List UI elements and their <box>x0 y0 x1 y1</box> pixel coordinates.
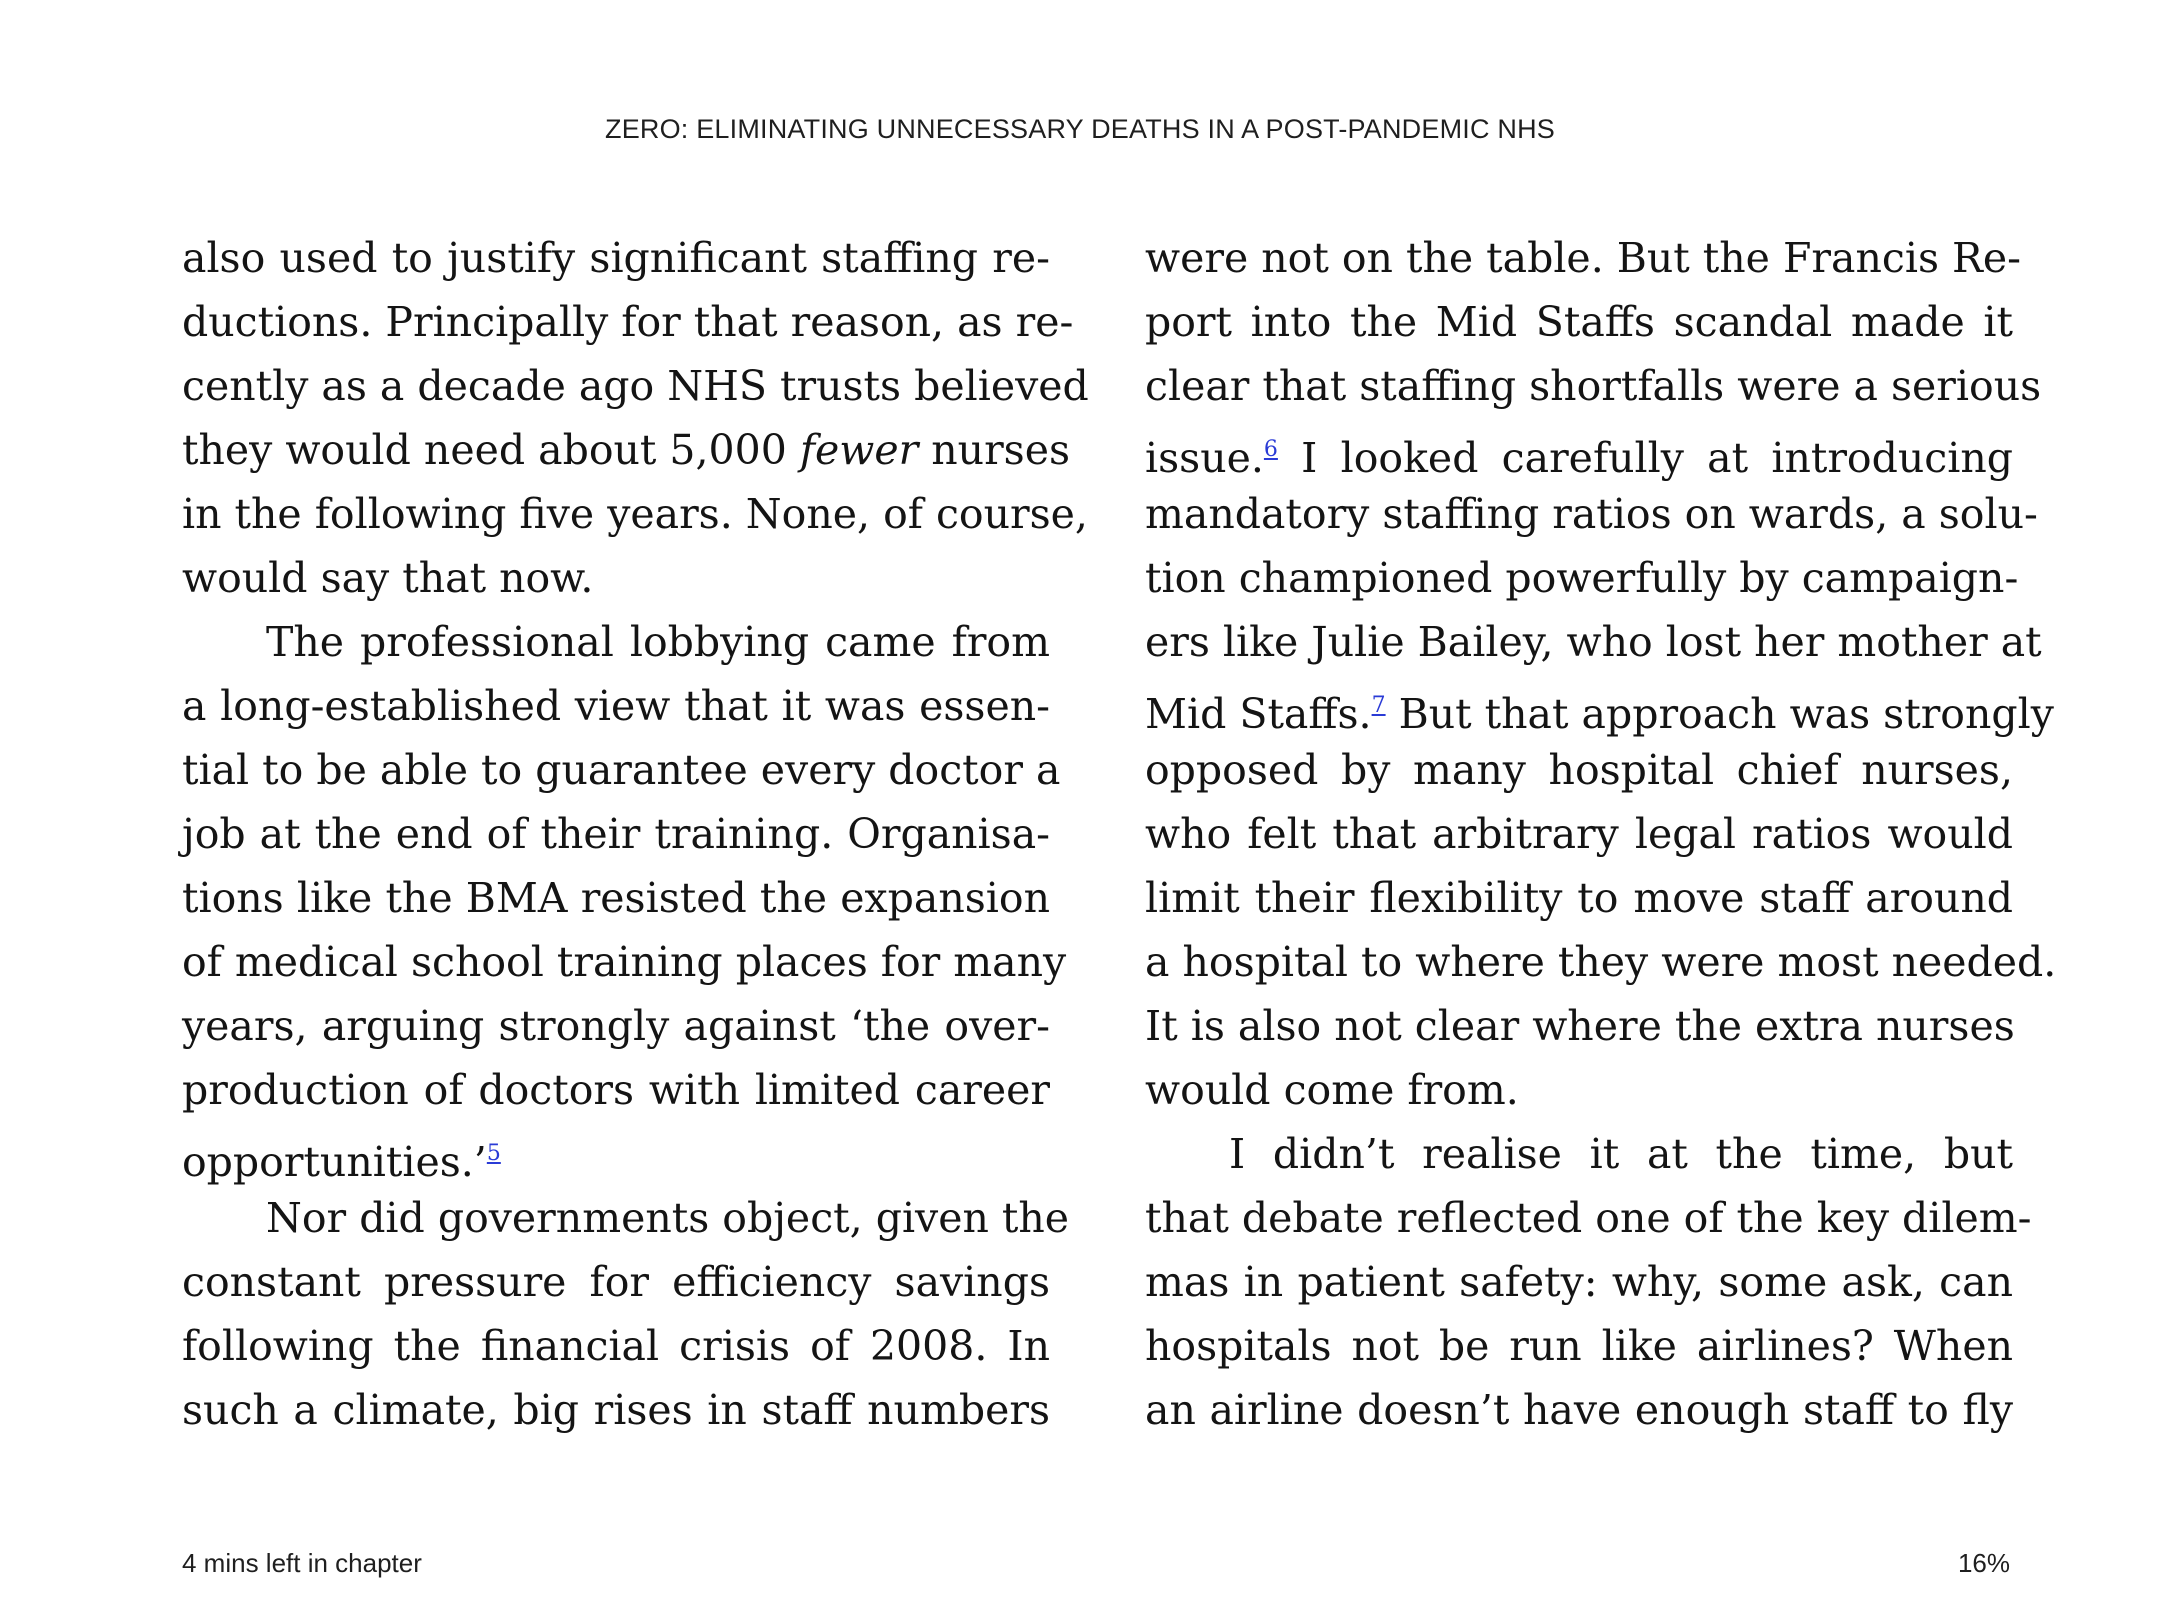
text-line: following the financial crisis of 2008. In <box>182 1322 1050 1370</box>
text-line: hospitals not be run like airlines? When <box>1145 1322 2013 1370</box>
text-run: opportunities.’ <box>182 1138 487 1186</box>
footnote-link-6[interactable]: 6 <box>1263 437 1278 462</box>
text-line: a hospital to where they were most needed. <box>1145 938 2057 986</box>
text-line: ers like Julie Bailey, who lost her mother at <box>1145 618 2042 666</box>
text-line: of medical school training places for many <box>182 938 1067 986</box>
text-run: nurses <box>918 426 1071 474</box>
text-run: they would need about 5,000 <box>182 426 800 474</box>
left-text-column <box>182 226 1089 1442</box>
footnote-link-7[interactable]: 7 <box>1371 693 1386 718</box>
text-line <box>182 418 1071 482</box>
text-run: issue. <box>1145 434 1264 482</box>
text-line: cently as a decade ago NHS trusts believed <box>182 362 1089 410</box>
text-line: a long-established view that it was essen- <box>182 682 1050 730</box>
text-line: mandatory staffing ratios on wards, a solu- <box>1145 490 2038 538</box>
reading-progress-percent: 16% <box>1957 1548 2010 1578</box>
text-line: constant pressure for efficiency savings <box>182 1258 1050 1306</box>
text-run: But that approach was strongly <box>1385 690 2054 738</box>
text-line <box>1145 674 2054 738</box>
right-text-column <box>1145 226 2057 1442</box>
text-line: limit their flexibility to move staff around <box>1145 874 2013 922</box>
text-line: tion championed powerfully by campaign- <box>1145 554 2019 602</box>
paragraph-first-line: Nor did governments object, given the <box>266 1194 1070 1242</box>
text-line: also used to justify significant staffing re- <box>182 234 1050 282</box>
text-line: in the following five years. None, of course, <box>182 490 1088 538</box>
running-head-title: ZERO: ELIMINATING UNNECESSARY DEATHS IN A POST-PANDEMIC NHS <box>605 114 1555 144</box>
text-line: would say that now. <box>182 554 594 602</box>
text-line: years, arguing strongly against ‘the over- <box>182 1002 1050 1050</box>
text-line: that debate reflected one of the key dilem- <box>1145 1194 2032 1242</box>
text-line: production of doctors with limited career <box>182 1066 1050 1114</box>
emphasis-text: fewer <box>799 426 919 474</box>
text-line: tions like the BMA resisted the expansion <box>182 874 1050 922</box>
text-run: Mid Staffs. <box>1145 690 1372 738</box>
paragraph-first-line: The professional lobbying came from <box>266 618 1050 666</box>
text-line: tial to be able to guarantee every doctor a <box>182 746 1061 794</box>
paragraph-first-line: I didn’t realise it at the time, but <box>1229 1130 2013 1178</box>
text-line: an airline doesn’t have enough staff to fly <box>1145 1386 2013 1434</box>
text-line: mas in patient safety: why, some ask, can <box>1145 1258 2013 1306</box>
text-line: who felt that arbitrary legal ratios would <box>1145 810 2013 858</box>
text-line: ductions. Principally for that reason, as re- <box>182 298 1074 346</box>
footnote-link-5[interactable]: 5 <box>486 1141 501 1166</box>
text-line: clear that staffing shortfalls were a serious <box>1145 362 2042 410</box>
text-line: It is also not clear where the extra nurses <box>1145 1002 2015 1050</box>
text-line: would come from. <box>1145 1066 1519 1114</box>
text-line: opposed by many hospital chief nurses, <box>1145 746 2013 794</box>
text-line <box>1145 418 2013 482</box>
text-run: I looked carefully at introducing <box>1277 434 2013 482</box>
text-line <box>182 1122 1050 1186</box>
text-line: job at the end of their training. Organisa- <box>182 810 1050 858</box>
text-line: such a climate, big rises in staff numbers <box>182 1386 1050 1434</box>
chapter-time-remaining: 4 mins left in chapter <box>182 1548 422 1578</box>
text-line: were not on the table. But the Francis Re- <box>1145 234 2022 282</box>
text-line: port into the Mid Staffs scandal made it <box>1145 298 2013 346</box>
